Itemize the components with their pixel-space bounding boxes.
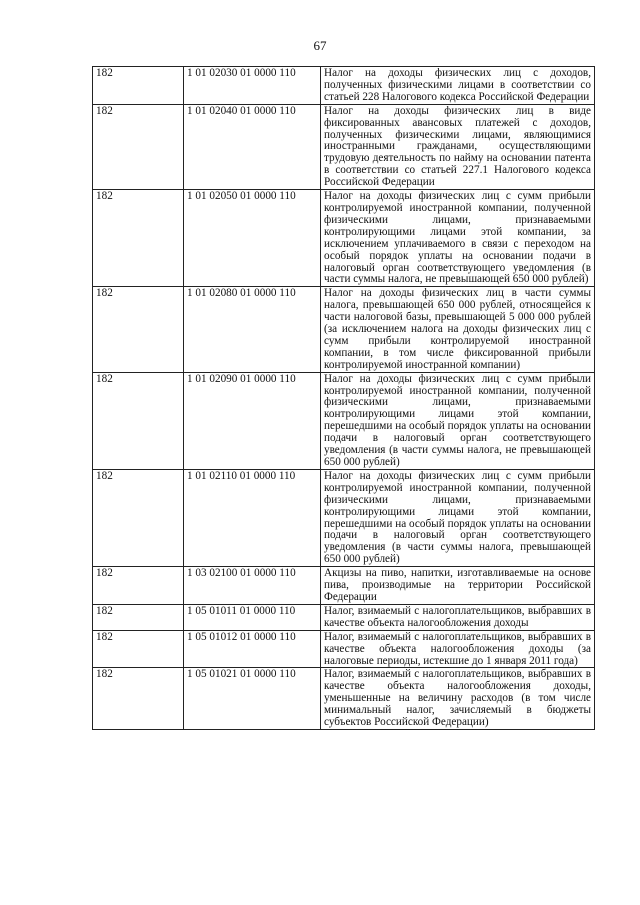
page-number: 67	[313, 38, 327, 53]
admin-code-cell: 182	[93, 668, 184, 730]
budget-code-cell: 1 03 02100 01 0000 110	[184, 567, 321, 605]
admin-code-cell: 182	[93, 604, 184, 630]
admin-code-cell: 182	[93, 67, 184, 105]
revenue-name-cell: Налог, взимаемый с налогоплательщиков, выбравших в качестве объекта налогообложения доходы (за налоговые периоды, истекшие до 1 января 2011 года)	[321, 630, 595, 668]
budget-code-cell: 1 01 02080 01 0000 110	[184, 287, 321, 372]
table-row	[93, 630, 595, 668]
revenue-name-cell: Налог на доходы физических лиц в части суммы налога, превышающей 650 000 рублей, относящейся к части налоговой базы, превышающей 5 000 000 рублей (за исключением налога на доходы физических лиц с сумм прибыли контролируемой иностранной компании, в том числе фиксированной прибыли контролируемой иностранной компании)	[321, 287, 595, 372]
table-row	[93, 104, 595, 189]
revenue-name-cell: Налог на доходы физических лиц в виде фиксированных авансовых платежей с доходов, полученных физическими лицами, являющимися иностранными гражданами, осуществляющими трудовую деятельность по найму на основании патента в соответствии со статьей 227.1 Налогового кодекса Российской Федерации	[321, 104, 595, 189]
admin-code-cell: 182	[93, 567, 184, 605]
table-row	[93, 604, 595, 630]
budget-code-cell: 1 05 01021 01 0000 110	[184, 668, 321, 730]
revenue-name-cell: Налог на доходы физических лиц с доходов, полученных физическими лицами в соответствии со статьей 228 Налогового кодекса Российской Федерации	[321, 67, 595, 105]
revenue-name-cell: Налог на доходы физических лиц с сумм прибыли контролируемой иностранной компании, полученной физическими лицами, признаваемыми контролирующими лицами этой компании, перешедшими на особый порядок уплаты на основании подачи в налоговый орган соответствующего уведомления (в части суммы налога, превышающей 650 000 рублей)	[321, 469, 595, 566]
budget-code-cell: 1 01 02040 01 0000 110	[184, 104, 321, 189]
admin-code-cell: 182	[93, 372, 184, 469]
admin-code-cell: 182	[93, 190, 184, 287]
table-row	[93, 469, 595, 566]
table-row	[93, 372, 595, 469]
table-row	[93, 567, 595, 605]
revenue-name-cell: Акцизы на пиво, напитки, изготавливаемые на основе пива, производимые на территории Российской Федерации	[321, 567, 595, 605]
budget-code-cell: 1 05 01011 01 0000 110	[184, 604, 321, 630]
table-row	[93, 287, 595, 372]
revenue-name-cell: Налог, взимаемый с налогоплательщиков, выбравших в качестве объекта налогообложения доходы, уменьшенные на величину расходов (в том числе минимальный налог, зачисляемый в бюджеты субъектов Российской Федерации)	[321, 668, 595, 730]
revenue-name-cell: Налог, взимаемый с налогоплательщиков, выбравших в качестве объекта налогообложения доходы	[321, 604, 595, 630]
table-row	[93, 67, 595, 105]
budget-classification-table	[92, 66, 595, 730]
budget-code-cell: 1 01 02090 01 0000 110	[184, 372, 321, 469]
budget-code-cell: 1 01 02110 01 0000 110	[184, 469, 321, 566]
admin-code-cell: 182	[93, 287, 184, 372]
admin-code-cell: 182	[93, 469, 184, 566]
revenue-name-cell: Налог на доходы физических лиц с сумм прибыли контролируемой иностранной компании, полученной физическими лицами, признаваемыми контролирующими лицами этой компании, перешедшими на особый порядок уплаты на основании подачи в налоговый орган соответствующего уведомления (в части суммы налога, не превышающей 650 000 рублей)	[321, 372, 595, 469]
table-row	[93, 190, 595, 287]
budget-code-cell: 1 01 02050 01 0000 110	[184, 190, 321, 287]
table-row	[93, 668, 595, 730]
admin-code-cell: 182	[93, 630, 184, 668]
admin-code-cell: 182	[93, 104, 184, 189]
budget-code-cell: 1 05 01012 01 0000 110	[184, 630, 321, 668]
budget-code-cell: 1 01 02030 01 0000 110	[184, 67, 321, 105]
revenue-name-cell: Налог на доходы физических лиц с сумм прибыли контролируемой иностранной компании, полученной физическими лицами, признаваемыми контролирующими лицами этой компании, за исключением уплачиваемого в связи с переходом на особый порядок уплаты на основании подачи в налоговый орган соответствующего уведомления (в части суммы налога, не превышающей 650 000 рублей)	[321, 190, 595, 287]
